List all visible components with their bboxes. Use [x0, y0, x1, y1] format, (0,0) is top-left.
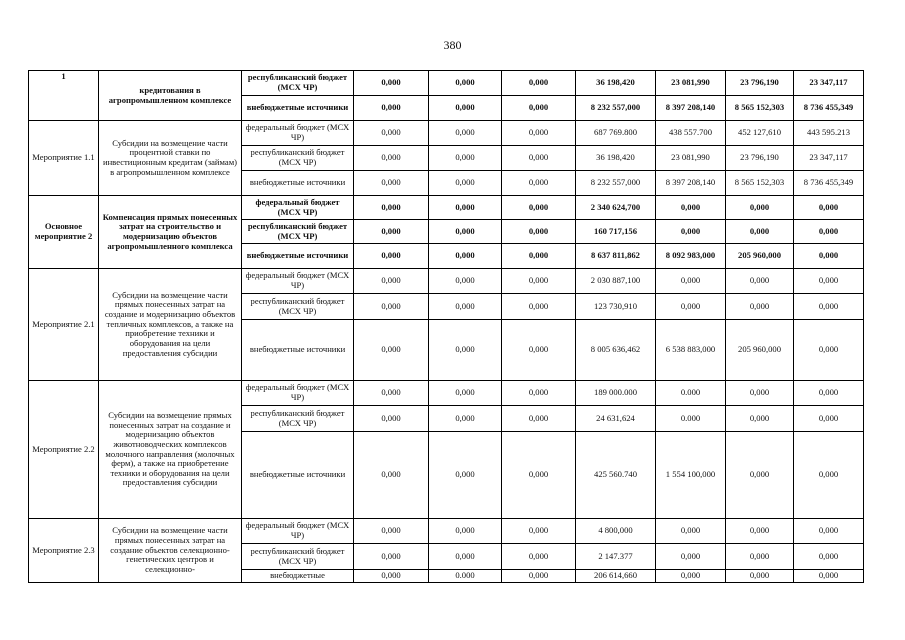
amount-cell: 0,000 [354, 121, 429, 146]
amount-cell: 36 198,420 [576, 146, 656, 171]
table-row [29, 196, 864, 220]
row-description: Субсидии на возмещение части процентной ставки по инвестиционным кредитам (займам) в агропромышленном комплексе [99, 121, 242, 196]
row-description: Субсидии на возмещение части прямых понесенных затрат на создание и модернизацию объектов тепличных комплексов, а также на приобретение техники и оборудования на цели предоставления субсидии [99, 269, 242, 381]
amount-cell: 205 960,000 [726, 244, 794, 269]
amount-cell: 0,000 [726, 220, 794, 244]
amount-cell: 0,000 [354, 406, 429, 432]
amount-cell: 0,000 [429, 220, 502, 244]
amount-cell: 8 397 208,140 [656, 96, 726, 121]
amount-cell: 0,000 [354, 146, 429, 171]
amount-cell: 0,000 [726, 294, 794, 320]
amount-cell: 0,000 [656, 196, 726, 220]
amount-cell: 0,000 [502, 544, 576, 570]
amount-cell: 687 769.800 [576, 121, 656, 146]
amount-cell: 0,000 [794, 570, 864, 583]
amount-cell: 0,000 [502, 294, 576, 320]
amount-cell: 0,000 [354, 432, 429, 519]
amount-cell: 0,000 [726, 269, 794, 294]
row-label: Мероприятие 2.1 [29, 269, 99, 381]
amount-cell: 0,000 [429, 381, 502, 406]
amount-cell: 0,000 [502, 519, 576, 544]
amount-cell: 8 232 557,000 [576, 96, 656, 121]
amount-cell: 0,000 [726, 432, 794, 519]
amount-cell: 0,000 [354, 196, 429, 220]
amount-cell: 0.000 [429, 570, 502, 583]
table-row [29, 381, 864, 406]
amount-cell: 0,000 [502, 269, 576, 294]
funding-source: внебюджетные источники [242, 171, 354, 196]
amount-cell: 36 198,420 [576, 71, 656, 96]
amount-cell: 0,000 [502, 171, 576, 196]
funding-source: республиканский бюджет (МСХ ЧР) [242, 406, 354, 432]
amount-cell: 8 736 455,349 [794, 96, 864, 121]
funding-source: республиканский бюджет (МСХ ЧР) [242, 146, 354, 171]
amount-cell: 0,000 [354, 381, 429, 406]
amount-cell: 0,000 [354, 294, 429, 320]
amount-cell: 0,000 [429, 294, 502, 320]
budget-table [28, 70, 864, 583]
amount-cell: 0,000 [429, 171, 502, 196]
amount-cell: 0,000 [354, 320, 429, 381]
amount-cell: 206 614,660 [576, 570, 656, 583]
amount-cell: 0,000 [794, 432, 864, 519]
amount-cell: 0,000 [794, 406, 864, 432]
amount-cell: 0,000 [794, 381, 864, 406]
amount-cell: 8 005 636,462 [576, 320, 656, 381]
amount-cell: 0.000 [656, 381, 726, 406]
amount-cell: 0,000 [429, 121, 502, 146]
amount-cell: 0,000 [429, 146, 502, 171]
amount-cell: 23 347,117 [794, 146, 864, 171]
amount-cell: 0,000 [794, 294, 864, 320]
amount-cell: 0,000 [502, 570, 576, 583]
amount-cell: 2 030 887,100 [576, 269, 656, 294]
amount-cell: 0,000 [354, 71, 429, 96]
amount-cell: 0,000 [429, 406, 502, 432]
funding-source: федеральный бюджет (МСХ ЧР) [242, 196, 354, 220]
amount-cell: 0,000 [794, 544, 864, 570]
row-label: Мероприятие 2.3 [29, 519, 99, 583]
amount-cell: 0,000 [354, 96, 429, 121]
amount-cell: 425 560.740 [576, 432, 656, 519]
amount-cell: 8 565 152,303 [726, 171, 794, 196]
row-description: Компенсация прямых понесенных затрат на строительство и модернизацию объектов агропромышленного комплекса [99, 196, 242, 269]
amount-cell: 0,000 [502, 146, 576, 171]
amount-cell: 443 595.213 [794, 121, 864, 146]
funding-source: республиканский бюджет (МСХ ЧР) [242, 294, 354, 320]
row-label: Мероприятие 2.2 [29, 381, 99, 519]
table-row [29, 269, 864, 294]
amount-cell: 0,000 [726, 544, 794, 570]
amount-cell: 205 960,000 [726, 320, 794, 381]
amount-cell: 438 557.700 [656, 121, 726, 146]
amount-cell: 0,000 [429, 71, 502, 96]
amount-cell: 0,000 [429, 96, 502, 121]
amount-cell: 8 637 811,862 [576, 244, 656, 269]
amount-cell: 6 538 883,000 [656, 320, 726, 381]
amount-cell: 2 340 624,700 [576, 196, 656, 220]
amount-cell: 23 081,990 [656, 146, 726, 171]
amount-cell: 0,000 [726, 381, 794, 406]
amount-cell: 8 232 557,000 [576, 171, 656, 196]
row-label: Мероприятие 1.1 [29, 121, 99, 196]
amount-cell: 0,000 [354, 519, 429, 544]
amount-cell: 1 554 100,000 [656, 432, 726, 519]
funding-source: внебюджетные [242, 570, 354, 583]
amount-cell: 0,000 [354, 269, 429, 294]
amount-cell: 0,000 [502, 381, 576, 406]
funding-source: федеральный бюджет (МСХ ЧР) [242, 381, 354, 406]
amount-cell: 8 397 208,140 [656, 171, 726, 196]
amount-cell: 0,000 [656, 519, 726, 544]
amount-cell: 8 736 455,349 [794, 171, 864, 196]
amount-cell: 0,000 [656, 544, 726, 570]
amount-cell: 0,000 [429, 269, 502, 294]
page-number: 380 [443, 38, 462, 52]
amount-cell: 0,000 [794, 196, 864, 220]
amount-cell: 0,000 [502, 96, 576, 121]
amount-cell: 24 631,624 [576, 406, 656, 432]
funding-source: республиканский бюджет (МСХ ЧР) [242, 71, 354, 96]
funding-source: республиканский бюджет (МСХ ЧР) [242, 544, 354, 570]
row-description: кредитования в агропромышленном комплексе [99, 71, 242, 121]
amount-cell: 0,000 [502, 196, 576, 220]
table-row [29, 71, 864, 96]
amount-cell: 0,000 [354, 570, 429, 583]
funding-source: внебюджетные источники [242, 244, 354, 269]
amount-cell: 0,000 [502, 121, 576, 146]
amount-cell: 0,000 [794, 244, 864, 269]
funding-source: внебюджетные источники [242, 96, 354, 121]
amount-cell: 0,000 [502, 406, 576, 432]
amount-cell: 0,000 [794, 320, 864, 381]
amount-cell: 23 347,117 [794, 71, 864, 96]
amount-cell: 0,000 [502, 320, 576, 381]
amount-cell: 23 796,190 [726, 146, 794, 171]
funding-source: внебюджетные источники [242, 432, 354, 519]
amount-cell: 0,000 [656, 570, 726, 583]
funding-source: федеральный бюджет (МСХ ЧР) [242, 519, 354, 544]
amount-cell: 452 127,610 [726, 121, 794, 146]
amount-cell: 0,000 [429, 432, 502, 519]
funding-source: федеральный бюджет (МСХ ЧР) [242, 269, 354, 294]
amount-cell: 0,000 [656, 220, 726, 244]
amount-cell: 0,000 [429, 320, 502, 381]
table-row [29, 121, 864, 146]
amount-cell: 0,000 [656, 269, 726, 294]
amount-cell: 0,000 [354, 544, 429, 570]
amount-cell: 23 081,990 [656, 71, 726, 96]
amount-cell: 0,000 [726, 570, 794, 583]
amount-cell: 0,000 [726, 196, 794, 220]
amount-cell: 0,000 [354, 244, 429, 269]
funding-source: федеральный бюджет (МСХ ЧР) [242, 121, 354, 146]
row-description: Субсидии на возмещение прямых понесенных затрат на создание и модернизацию объектов животноводческих комплексов молочного направления (молочных ферм), а также на приобретение техники и оборудования на цели предоставления субсидии [99, 381, 242, 519]
amount-cell: 0,000 [726, 519, 794, 544]
amount-cell: 0,000 [794, 519, 864, 544]
amount-cell: 0,000 [502, 220, 576, 244]
amount-cell: 0,000 [794, 269, 864, 294]
amount-cell: 0,000 [429, 519, 502, 544]
amount-cell: 0,000 [429, 244, 502, 269]
table-body [29, 71, 864, 583]
amount-cell: 0,000 [502, 244, 576, 269]
row-description: Субсидии на возмещение части прямых понесенных затрат на создание объектов селекционно-генетических центров и селекционно- [99, 519, 242, 583]
amount-cell: 23 796,190 [726, 71, 794, 96]
amount-cell: 8 565 152,303 [726, 96, 794, 121]
amount-cell: 0,000 [354, 171, 429, 196]
amount-cell: 0,000 [502, 432, 576, 519]
amount-cell: 0,000 [502, 71, 576, 96]
row-label: 1 [29, 71, 99, 121]
amount-cell: 0,000 [429, 544, 502, 570]
amount-cell: 0,000 [726, 406, 794, 432]
table-row [29, 519, 864, 544]
amount-cell: 189 000.000 [576, 381, 656, 406]
amount-cell: 0,000 [656, 294, 726, 320]
funding-source: республиканский бюджет (МСХ ЧР) [242, 220, 354, 244]
amount-cell: 0,000 [794, 220, 864, 244]
amount-cell: 4 800,000 [576, 519, 656, 544]
row-label: Основное мероприятие 2 [29, 196, 99, 269]
amount-cell: 123 730,910 [576, 294, 656, 320]
amount-cell: 8 092 983,000 [656, 244, 726, 269]
amount-cell: 0.000 [656, 406, 726, 432]
amount-cell: 0,000 [429, 196, 502, 220]
funding-source: внебюджетные источники [242, 320, 354, 381]
amount-cell: 160 717,156 [576, 220, 656, 244]
amount-cell: 0,000 [354, 220, 429, 244]
amount-cell: 2 147.377 [576, 544, 656, 570]
